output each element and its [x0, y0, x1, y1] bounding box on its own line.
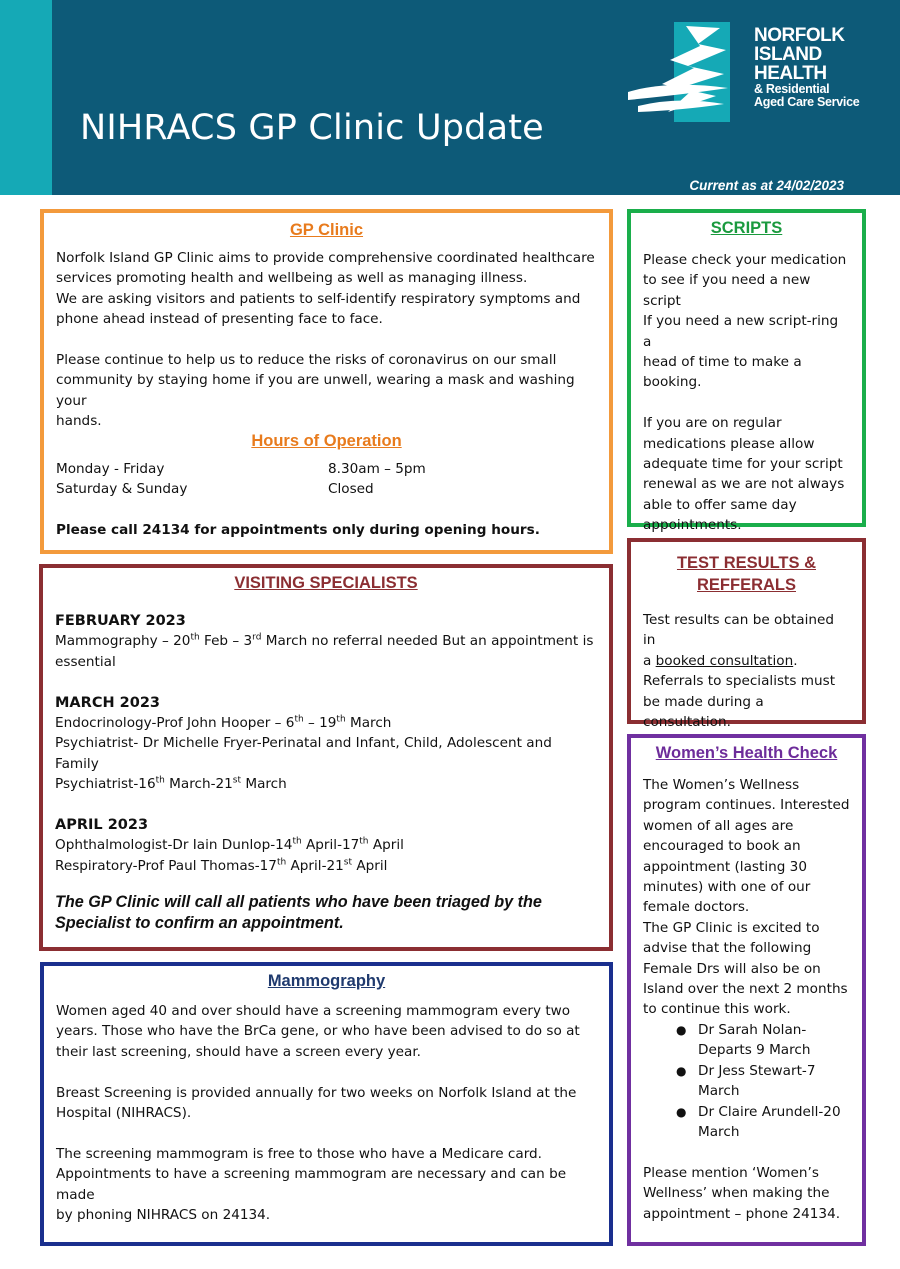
doctor-date: March [698, 1123, 740, 1140]
text-line: encouraged to book an [643, 838, 801, 855]
page-title: NIHRACS GP Clinic Update [80, 108, 544, 148]
mammography-para [56, 1001, 597, 1062]
logo-text [754, 26, 859, 109]
list-item [643, 1102, 850, 1143]
specialists-title: VISITING SPECIALISTS [234, 574, 418, 592]
specialist-item: Endocrinology-Prof John Hooper – 6th – 19th March [55, 714, 392, 732]
gp-clinic-coronavirus [56, 350, 597, 432]
text-line: renewal as we are not always [643, 476, 845, 493]
text-line: able to offer same day [643, 496, 797, 513]
scripts-panel [627, 209, 866, 534]
specialist-item: Ophthalmologist-Dr Iain Dunlop-14th April-17th April [55, 836, 404, 854]
scripts-para [643, 250, 850, 393]
list-item [643, 1061, 850, 1102]
test-results-panel [627, 538, 866, 731]
gp-clinic-respiratory [56, 289, 597, 330]
mammography-para [56, 1144, 597, 1226]
doctor-name: Dr Sarah Nolan- [698, 1021, 807, 1038]
doctor-date: Departs 9 March [698, 1042, 811, 1059]
text-line: appointment (lasting 30 [643, 858, 807, 875]
logo-subline: & Residential [754, 82, 830, 96]
doctor-date: March [698, 1083, 740, 1100]
list-item [643, 1020, 850, 1061]
text-line: The screening mammogram is free to those who have a Medicare card. [56, 1145, 542, 1162]
text-line: adequate time for your script [643, 456, 843, 473]
title-line: TEST RESULTS & [676, 554, 817, 572]
female-doctors-list [643, 1020, 850, 1142]
text-line: to see if you need a new script [643, 272, 811, 309]
text-line: be made during a [643, 693, 764, 710]
specialist-item: Mammography – 20th Feb – 3rd March no referral needed But an appointment is [55, 632, 594, 650]
header-banner [0, 0, 900, 195]
text-line: Female Drs will also be on [643, 960, 821, 977]
text-line: head of time to make a [643, 354, 802, 371]
text-line: booking. [643, 374, 702, 391]
womens-health-panel [627, 734, 866, 1246]
header-accent-stripe [0, 0, 52, 195]
text-line: Island over the next 2 months [643, 981, 848, 998]
text-line: Hospital (NIHRACS). [56, 1105, 192, 1122]
text-line: Test results can be obtained in [643, 612, 834, 649]
text-line: appointment – phone 24134. [643, 1205, 841, 1222]
text-line: female doctors. [643, 899, 750, 916]
text-line: hands. [56, 413, 102, 430]
hours-row [56, 479, 597, 499]
month-heading: APRIL 2023 [55, 817, 149, 834]
month-heading: MARCH 2023 [55, 694, 160, 711]
visiting-specialists-panel [39, 564, 613, 951]
current-date: Current as at 24/02/2023 [689, 178, 844, 193]
text-line: The GP Clinic is excited to [643, 919, 820, 936]
hours-day: Monday - Friday [56, 460, 165, 477]
text-line: services promoting health and wellbeing as well as managing illness. [56, 270, 528, 287]
text-line: Specialist to confirm an appointment. [55, 913, 344, 932]
booked-consultation-link[interactable]: booked consultation [655, 652, 794, 669]
specialist-item: Respiratory-Prof Paul Thomas-17th April-21st April [55, 857, 388, 874]
text-line: Please check your medication [643, 252, 847, 268]
bullet-icon: ● [676, 1063, 687, 1078]
test-results-title [643, 552, 850, 596]
text-line: Appointments to have a screening mammogram are necessary and can be made [56, 1166, 567, 1203]
hours-time: 8.30am – 5pm [328, 460, 426, 477]
mammography-title: Mammography [267, 972, 386, 990]
womens-health-closing [643, 1163, 850, 1224]
mammography-para [56, 1083, 597, 1124]
text-line: years. Those who have the BrCa gene, or who have been advised to do so at [56, 1023, 580, 1040]
logo-mark-icon [628, 22, 732, 126]
gp-call-notice: Please call 24134 for appointments only during opening hours. [56, 521, 540, 538]
test-results-text [643, 610, 850, 732]
text-line: appointments. [643, 517, 742, 534]
logo-line: HEALTH [754, 63, 827, 84]
scripts-title: SCRIPTS [710, 219, 783, 237]
logo-line: NORFOLK [754, 25, 845, 46]
text-line: phone ahead instead of presenting face to face. [56, 311, 383, 328]
hours-table [56, 459, 597, 500]
text-line: If you need a new script-ring a [643, 313, 839, 350]
text-line: Please mention ‘Women’s [643, 1164, 819, 1181]
scripts-para [643, 413, 850, 535]
gp-clinic-intro [56, 248, 597, 289]
womens-health-text [643, 775, 850, 1020]
text-line: advise that the following [643, 940, 812, 957]
text-line: women of all ages are [643, 817, 794, 834]
text-line: The Women’s Wellness [643, 777, 800, 793]
text-line: Norfolk Island GP Clinic aims to provide comprehensive coordinated healthcare [56, 250, 595, 266]
doctor-name: Dr Claire Arundell-20 [698, 1103, 841, 1120]
text-line: If you are on regular [643, 415, 782, 432]
womens-health-title: Women’s Health Check [655, 744, 838, 762]
february-section [55, 611, 597, 672]
title-line: REFFERALS [697, 576, 796, 594]
logo-line: ISLAND [754, 44, 822, 65]
text-line: Wellness’ when making the [643, 1185, 830, 1202]
hours-title: Hours of Operation [251, 431, 402, 450]
text-line: program continues. Interested [643, 797, 850, 814]
text-line: to continue this work. [643, 1001, 791, 1018]
text-line: The GP Clinic will call all patients who have been triaged by the [55, 893, 542, 912]
text-line: Please continue to help us to reduce the risks of coronavirus on our small [56, 352, 557, 369]
march-section [55, 693, 597, 795]
specialist-item: Psychiatrist-16th March-21st March [55, 775, 287, 793]
text-line: their last screening, should have a screen every year. [56, 1043, 422, 1060]
specialists-note [55, 892, 597, 933]
doctor-name: Dr Jess Stewart-7 [698, 1062, 816, 1079]
text-line: We are asking visitors and patients to self-identify respiratory symptoms and [56, 290, 581, 307]
specialist-item: Psychiatrist- Dr Michelle Fryer-Perinatal and Infant, Child, Adolescent and Family [55, 735, 552, 772]
bullet-icon: ● [676, 1104, 687, 1119]
text-line: Referrals to specialists must [643, 673, 836, 690]
hours-day: Saturday & Sunday [56, 481, 188, 498]
specialist-item: essential [55, 653, 116, 670]
text-line: Breast Screening is provided annually for two weeks on Norfolk Island at the [56, 1084, 577, 1101]
text-line: consultation. [643, 714, 731, 731]
mammography-panel [40, 962, 613, 1246]
gp-clinic-title: GP Clinic [289, 221, 364, 239]
text-line: minutes) with one of our [643, 879, 811, 896]
bullet-icon: ● [676, 1022, 687, 1037]
text-line: medications please allow [643, 435, 815, 452]
hours-time: Closed [328, 481, 374, 498]
april-section [55, 815, 597, 876]
text-line: by phoning NIHRACS on 24134. [56, 1207, 271, 1224]
text-line: a booked consultation. [643, 652, 798, 669]
gp-clinic-panel [40, 209, 613, 554]
norfolk-island-health-logo [628, 22, 868, 132]
month-heading: FEBRUARY 2023 [55, 613, 186, 629]
logo-subline: Aged Care Service [754, 95, 860, 109]
text-line: Women aged 40 and over should have a screening mammogram every two [56, 1003, 571, 1019]
hours-row [56, 459, 597, 479]
text-line: community by staying home if you are unwell, wearing a mask and washing your [56, 372, 575, 409]
